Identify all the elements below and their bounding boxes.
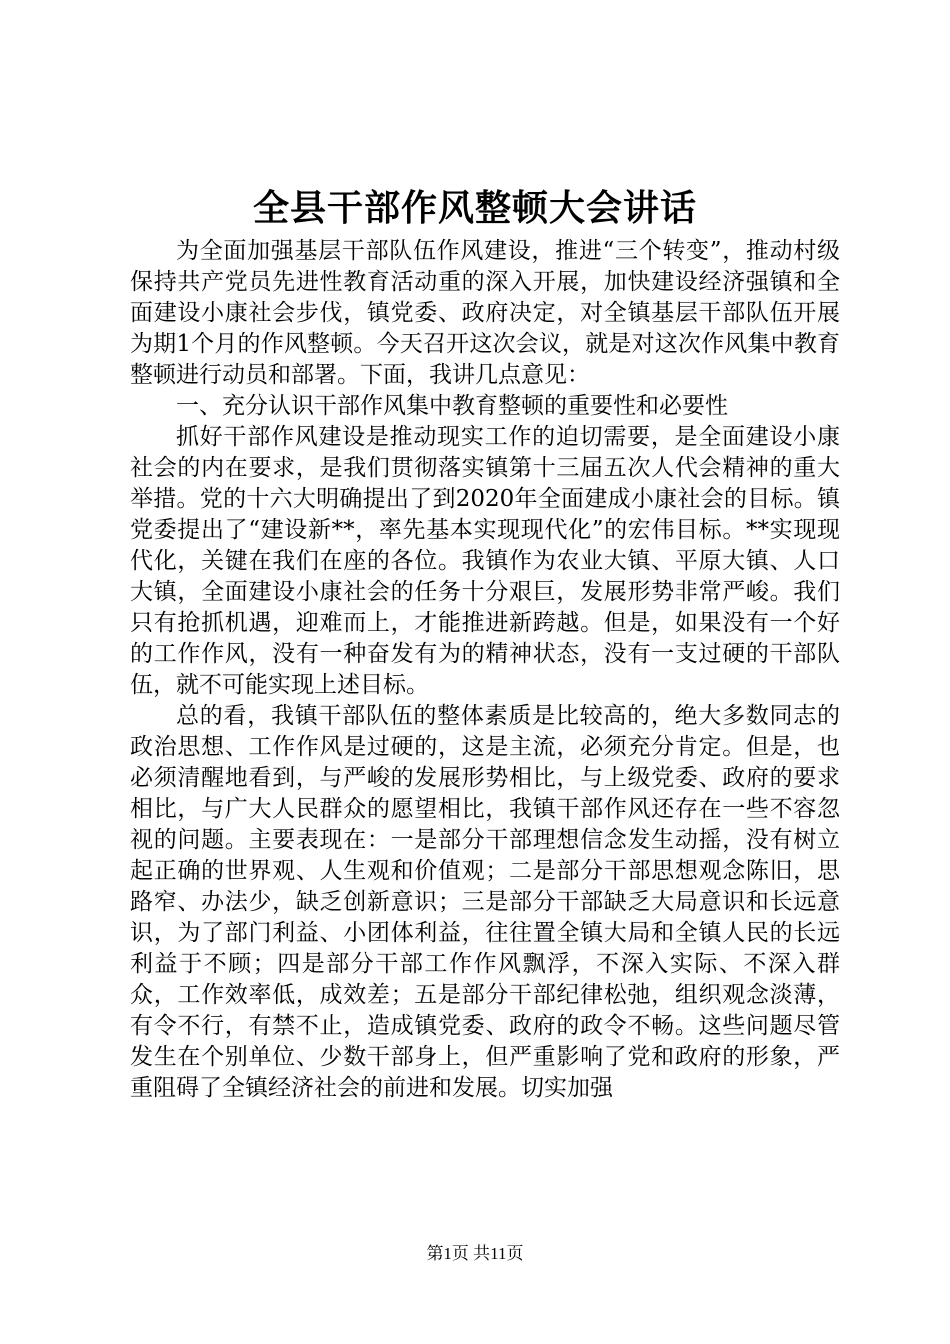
document-title: 全县干部作风整顿大会讲话 — [252, 187, 697, 229]
paragraph-intro: 为全面加强基层干部队伍作风建设，推进“三个转变”，推动村级保持共产党员先进性教育活动重的深入开展，加快建设经济强镇和全面建设小康社会步伐，镇党委、政府决定，对全镇基层干部队伍开展为期1个月的作风整顿。今天召开这次会议，就是对这次作风集中教育整顿进行动员和部署。下面，我讲几点意见： — [130, 238, 840, 388]
page-footer — [0, 1242, 950, 1266]
document-body — [130, 236, 840, 1104]
page-number-label: 第1页 共11页 — [426, 1244, 524, 1263]
section-heading-1: 一、充分认识干部作风集中教育整顿的重要性和必要性 — [176, 393, 728, 419]
paragraph-problems: 总的看，我镇干部队伍的整体素质是比较高的，绝大多数同志的政治思想、工作作风是过硬的，这是主流，必须充分肯定。但是，也必须清醒地看到，与严峻的发展形势相比，与上级党委、政府的要求相比，与广大人民群众的愿望相比，我镇干部作风还存在一些不容忽视的问题。主要表现在：一是部分干部理想信念发生动摇，没有树立起正确的世界观、人生观和价值观；二是部分干部思想观念陈旧，思路窄、办法少，缺乏创新意识；三是部分干部缺乏大局意识和长远意识，为了部门利益、小团体利益，往往置全镇大局和全镇人民的长远利益于不顾；四是部分干部工作作风飘浮，不深入实际、不深入群众，工作效率低，成效差；五是部分干部纪律松弛，组织观念淡薄，有令不行，有禁不止，造成镇党委、政府的政令不畅。这些问题尽管发生在个别单位、少数干部身上，但严重影响了党和政府的形象，严重阻碍了全镇经济社会的前进和发展。切实加强 — [130, 703, 840, 1101]
paragraph-importance: 抓好干部作风建设是推动现实工作的迫切需要，是全面建设小康社会的内在要求，是我们贯彻落实镇第十三届五次人代会精神的重大举措。党的十六大明确提出了到2020年全面建成小康社会的目标。镇党委提出了“建设新**，率先基本实现现代化”的宏伟目标。**实现现代化，关键在我们在座的各位。我镇作为农业大镇、平原大镇、人口大镇，全面建设小康社会的任务十分艰巨，发展形势非常严峻。我们只有抢抓机遇，迎难而上，才能推进新跨越。但是，如果没有一个好的工作作风，没有一种奋发有为的精神状态，没有一支过硬的干部队伍，就不可能实现上述目标。 — [130, 424, 840, 698]
